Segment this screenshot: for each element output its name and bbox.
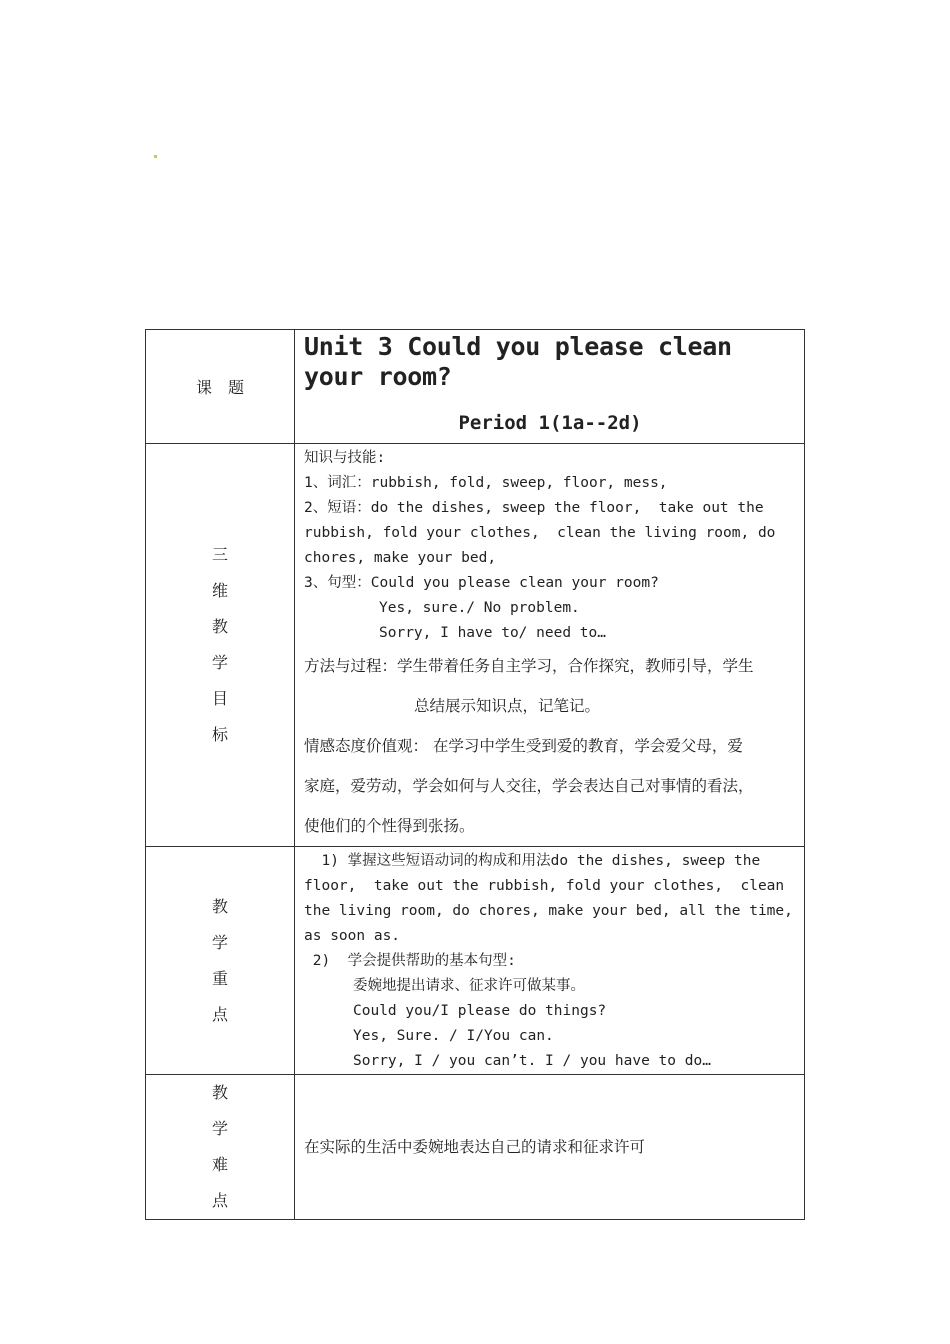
method-line: 方法与过程：学生带着任务自主学习，合作探究，教师引导，学生	[304, 657, 754, 675]
key-points-cell	[295, 847, 805, 1075]
difficulties-label-char: 难	[211, 1155, 228, 1174]
objectives-label-char: 学	[211, 653, 228, 672]
difficulties-row	[146, 1075, 805, 1220]
objectives-cell	[295, 444, 805, 847]
key-points-row	[146, 847, 805, 1075]
objectives-label-char: 目	[211, 689, 228, 708]
sentence-pattern-line: 3、句型：Could you please clean your room?	[304, 575, 659, 591]
key-points-label	[146, 847, 295, 1075]
objectives-label	[146, 444, 295, 847]
topic-label: 课 题	[146, 330, 295, 444]
phrases-line-cont: chores, make your bed,	[304, 550, 497, 566]
objectives-label-char: 教	[211, 617, 228, 636]
attitude-line-cont: 使他们的个性得到张扬。	[304, 817, 475, 835]
phrases-line: 2、短语：do the dishes, sweep the floor, take out the	[304, 500, 764, 516]
topic-cell	[295, 330, 805, 444]
key-points-label-char: 学	[211, 932, 228, 952]
attitude-line-cont: 家庭，爱劳动，学会如何与人交往，学会表达自己对事情的看法，	[304, 777, 754, 795]
key-point-line: 2) 学会提供帮助的基本句型:	[304, 953, 516, 969]
skills-heading: 知识与技能:	[304, 450, 386, 466]
unit-title: Unit 3 Could you please clean your room?	[304, 332, 732, 391]
difficulties-cell	[295, 1075, 805, 1220]
objectives-label-char: 三	[211, 545, 228, 564]
period-subtitle: Period 1(1a--2d)	[458, 412, 642, 434]
topic-row	[146, 330, 805, 444]
difficulties-label	[146, 1075, 295, 1220]
lesson-plan-table	[145, 329, 805, 1220]
key-point-line: 1) 掌握这些短语动词的构成和用法do the dishes, sweep the	[304, 853, 761, 869]
key-point-line: as soon as.	[304, 928, 401, 944]
difficulties-text: 在实际的生活中委婉地表达自己的请求和征求许可	[304, 1138, 646, 1156]
key-point-line: floor, take out the rubbish, fold your clothes, clean	[304, 878, 785, 894]
objectives-label-char: 维	[211, 581, 228, 600]
key-point-line: the living room, do chores, make your bed, all the time,	[304, 903, 793, 919]
sentence-pattern-reply: Yes, sure./ No problem.	[379, 600, 580, 616]
sentence-pattern-reply: Sorry, I have to/ need to…	[379, 625, 606, 641]
objectives-row	[146, 444, 805, 847]
phrases-line-cont: rubbish, fold your clothes, clean the living room, do	[304, 525, 776, 541]
method-line-cont: 总结展示知识点，记笔记。	[414, 697, 601, 715]
key-point-sub-line: Could you/I please do things?	[353, 1003, 607, 1019]
objectives-label-char: 标	[211, 725, 228, 744]
difficulties-label-char: 学	[211, 1119, 228, 1138]
key-points-label-char: 教	[211, 896, 228, 916]
key-point-sub-line: Yes, Sure. / I/You can.	[353, 1028, 554, 1044]
difficulties-label-char: 教	[211, 1083, 228, 1102]
key-point-sub-line: 委婉地提出请求、征求许可做某事。	[353, 978, 585, 994]
attitude-line: 情感态度价值观： 在学习中学生受到爱的教育，学会爱父母，爱	[304, 737, 743, 755]
difficulties-label-char: 点	[211, 1191, 228, 1210]
key-points-label-char: 重	[211, 968, 228, 988]
key-point-sub-line: Sorry, I / you can’t. I / you have to do…	[353, 1053, 711, 1069]
vocabulary-line: 1、词汇：rubbish, fold, sweep, floor, mess,	[304, 475, 668, 491]
key-points-label-char: 点	[211, 1004, 228, 1024]
decorative-dot	[154, 155, 157, 158]
